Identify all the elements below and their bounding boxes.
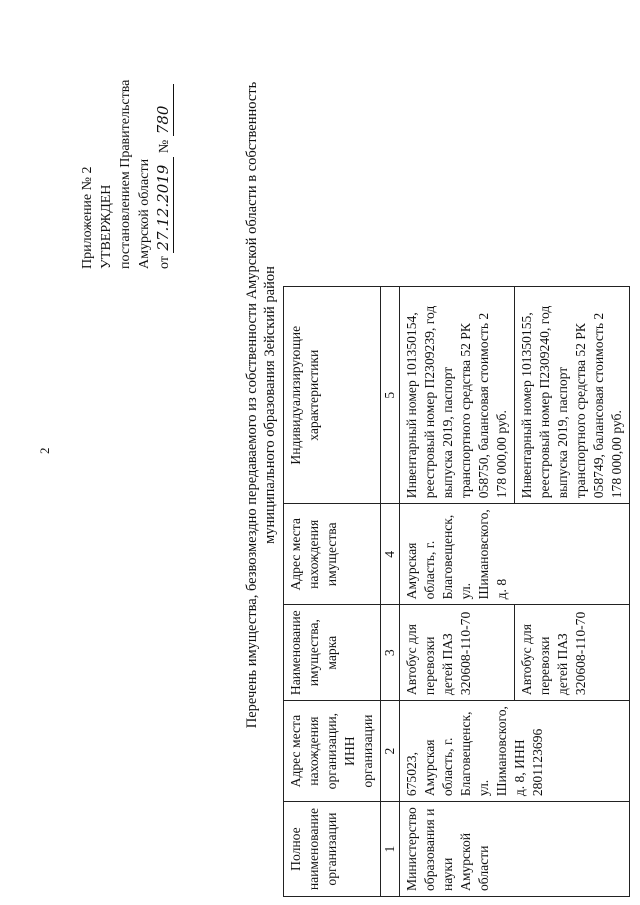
- column-number: 3: [381, 605, 400, 701]
- header-property-name: Наименование имущества, марка: [284, 605, 381, 701]
- property-name-cell: Автобус для перевозки детей ПАЗ 320608-110-70: [400, 605, 515, 701]
- property-name-cell: Автобус для перевозки детей ПАЗ 320608-110-70: [515, 605, 630, 701]
- header-organization: Полное наименование организации: [284, 802, 381, 897]
- column-number: 5: [381, 287, 400, 504]
- document-title: [243, 55, 279, 755]
- property-table: [283, 286, 630, 897]
- appendix-label: Приложение № 2: [80, 166, 95, 269]
- header-characteristics: Индивидуализирующие характеристики: [284, 287, 381, 504]
- table-row: [400, 287, 515, 897]
- characteristics-cell: Инвентарный номер 101350155, реестровый номер П2309240, год выпуска 2019, паспорт транспортного средства 52 РК 058749, балансовая стоимость 2 178 000,00 руб.: [515, 287, 630, 504]
- title-line-2: муниципального образования Зейский район: [262, 266, 278, 544]
- page-number: 2: [37, 447, 52, 454]
- header-org-address: Адрес места нахождения организации, ИНН организации: [284, 701, 381, 802]
- handwritten-date: 27.12.2019: [154, 157, 174, 253]
- approval-block: [78, 29, 174, 269]
- column-number: 2: [381, 701, 400, 802]
- characteristics-cell: Инвентарный номер 101350154, реестровый номер П2309239, год выпуска 2019, паспорт транспортного средства 52 РК 058750, балансовая стоимость 2 178 000,00 руб.: [400, 287, 515, 504]
- region-label: Амурской области: [137, 158, 152, 269]
- approved-label: УТВЕРЖДЕН: [99, 184, 114, 269]
- column-number-row: [381, 287, 400, 897]
- column-number: 4: [381, 504, 400, 605]
- organization-cell: Министерство образования и науки Амурской области: [400, 802, 630, 897]
- org-address-cell: 675023, Амурская область, г. Благовещенск, ул. Шимановского, д. 8, ИНН 2801123696: [400, 701, 630, 802]
- property-location-cell: Амурская область, г. Благовещенск, ул. Шимановского, д. 8: [400, 504, 630, 605]
- date-number-line: [154, 29, 174, 269]
- column-number: 1: [381, 802, 400, 897]
- handwritten-number: 780: [154, 84, 174, 136]
- number-label: №: [157, 139, 172, 154]
- resolution-label: постановлением Правительства: [118, 79, 133, 269]
- title-line-1: Перечень имущества, безвозмездно передаваемого из собственности Амурской области в собственность: [244, 81, 260, 729]
- header-property-location: Адрес места нахождения имущества: [284, 504, 381, 605]
- table-header-row: [284, 287, 381, 897]
- from-label: от: [157, 256, 172, 269]
